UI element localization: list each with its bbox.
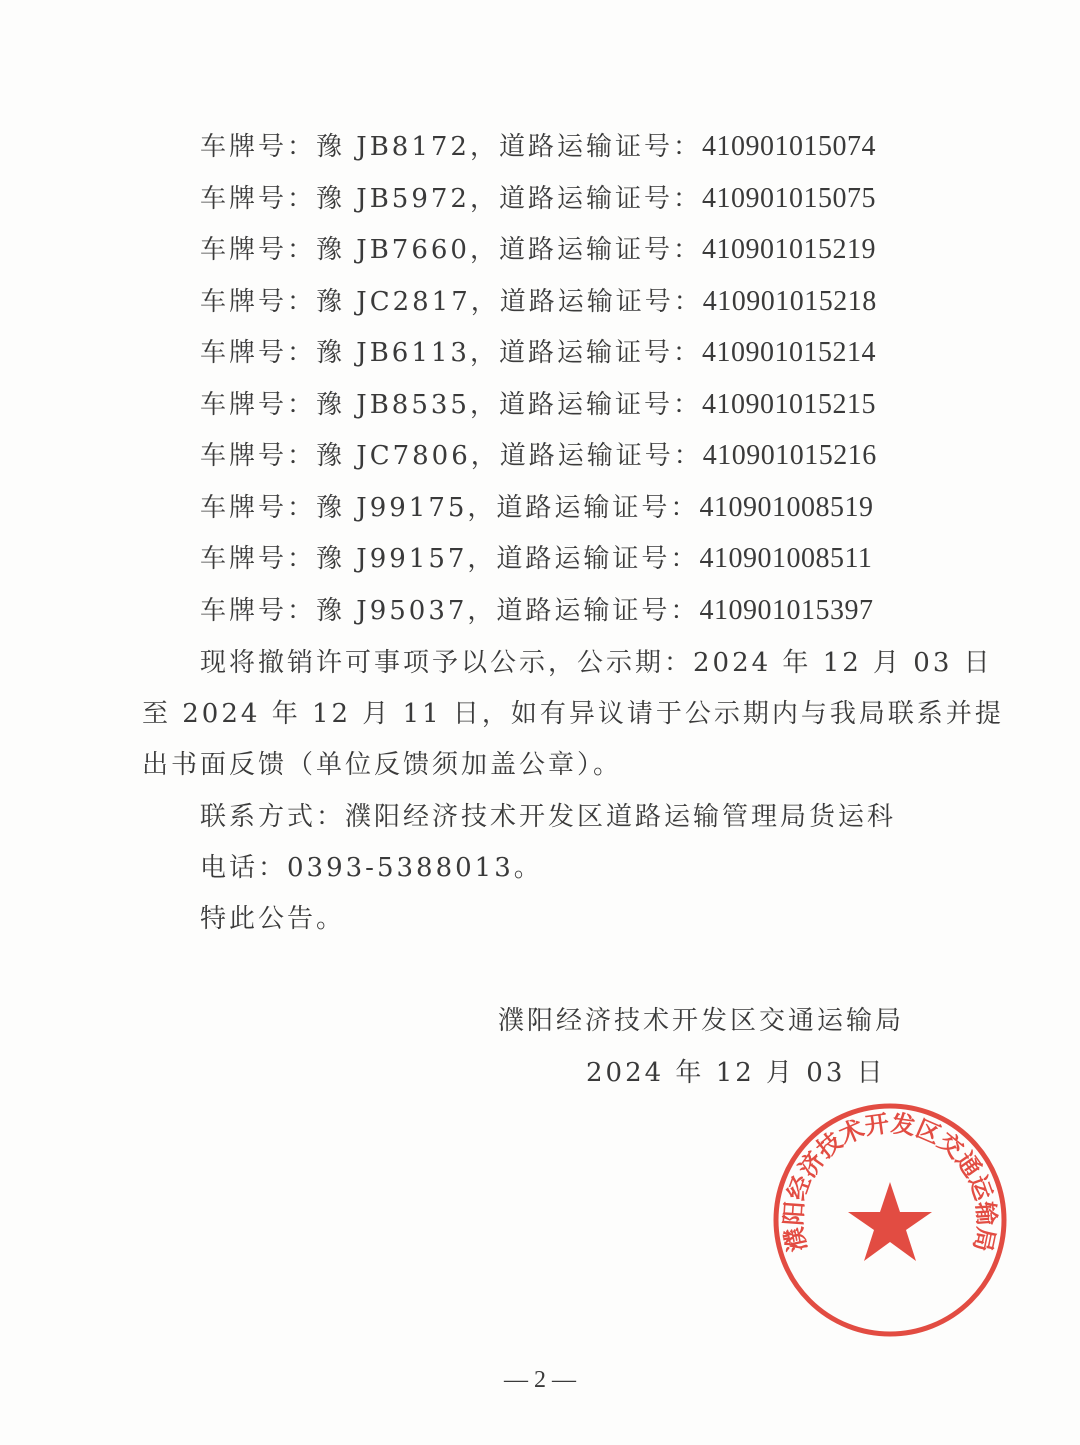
phone-line: 电话：0393-5388013。 xyxy=(200,853,543,883)
permit-label: 道路运输证号： xyxy=(498,389,702,420)
permit-number: 410901015075 xyxy=(702,182,876,214)
permit-number: 410901015215 xyxy=(702,388,876,420)
vehicle-row xyxy=(200,542,872,576)
vehicle-row xyxy=(200,439,877,473)
permit-number: 410901015219 xyxy=(702,234,876,265)
plate-label: 车牌号： xyxy=(200,389,317,420)
contact-line: 联系方式：濮阳经济技术开发区道路运输管理局货运科 xyxy=(200,802,897,832)
notice-line-3: 出书面反馈（单位反馈须加盖公章）。 xyxy=(142,750,623,780)
plate-label: 车牌号： xyxy=(200,492,317,523)
plate-number: 豫 J99175， xyxy=(316,492,497,523)
plate-label: 车牌号： xyxy=(200,286,317,317)
plate-number: 豫 JB7660， xyxy=(316,235,499,265)
permit-label: 道路运输证号： xyxy=(498,235,702,265)
plate-label: 车牌号： xyxy=(200,441,317,471)
plate-number: 豫 JB6113， xyxy=(316,338,499,368)
plate-label: 车牌号： xyxy=(200,595,317,626)
plate-number: 豫 J95037， xyxy=(316,595,497,626)
plate-number: 豫 JB8535， xyxy=(316,389,499,420)
plate-label: 车牌号： xyxy=(200,132,317,162)
vehicle-row xyxy=(200,182,876,216)
plate-number: 豫 JB5972， xyxy=(316,183,499,214)
permit-label: 道路运输证号： xyxy=(498,338,702,368)
vehicle-row xyxy=(200,130,876,164)
permit-number: 410901008511 xyxy=(699,543,873,574)
permit-label: 道路运输证号： xyxy=(498,132,702,162)
plate-number: 豫 JC2817， xyxy=(316,286,500,317)
plate-label: 车牌号： xyxy=(200,338,317,368)
notice-line-2: 至 2024 年 12 月 11 日，如有异议请于公示期内与我局联系并提 xyxy=(142,699,1004,729)
permit-number: 410901015074 xyxy=(702,131,876,162)
plate-label: 车牌号： xyxy=(200,544,317,574)
vehicle-row xyxy=(200,336,876,370)
permit-number: 410901015397 xyxy=(699,594,874,626)
notice-line-1: 现将撤销许可事项予以公示，公示期：2024 年 12 月 03 日 xyxy=(200,648,993,678)
star-icon xyxy=(848,1182,932,1261)
permit-label: 道路运输证号： xyxy=(499,441,703,471)
plate-number: 豫 JC7806， xyxy=(316,441,500,471)
permit-label: 道路运输证号： xyxy=(496,492,700,523)
permit-number: 410901015214 xyxy=(702,337,876,368)
permit-label: 道路运输证号： xyxy=(498,183,702,214)
permit-number: 410901015218 xyxy=(702,285,877,317)
official-seal xyxy=(770,1100,1010,1340)
permit-number: 410901008519 xyxy=(699,491,874,523)
vehicle-row xyxy=(200,285,877,319)
plate-label: 车牌号： xyxy=(200,235,317,265)
vehicle-row xyxy=(200,594,873,628)
permit-label: 道路运输证号： xyxy=(496,595,700,626)
signature-date: 2024 年 12 月 03 日 xyxy=(586,1058,886,1088)
seal-text: 濮阳经济技术开发区交通运输局 xyxy=(779,1109,1001,1255)
permit-number: 410901015216 xyxy=(702,440,877,471)
vehicle-row xyxy=(200,388,876,422)
permit-label: 道路运输证号： xyxy=(499,286,703,317)
plate-number: 豫 J99157， xyxy=(316,544,497,574)
signature-org: 濮阳经济技术开发区交通运输局 xyxy=(498,1006,905,1036)
page-number: — 2 — xyxy=(504,1367,576,1393)
vehicle-row xyxy=(200,233,876,267)
plate-label: 车牌号： xyxy=(200,183,317,214)
vehicle-row xyxy=(200,491,873,525)
closing-line: 特此公告。 xyxy=(200,904,346,934)
plate-number: 豫 JB8172， xyxy=(316,132,499,162)
permit-label: 道路运输证号： xyxy=(496,544,700,574)
